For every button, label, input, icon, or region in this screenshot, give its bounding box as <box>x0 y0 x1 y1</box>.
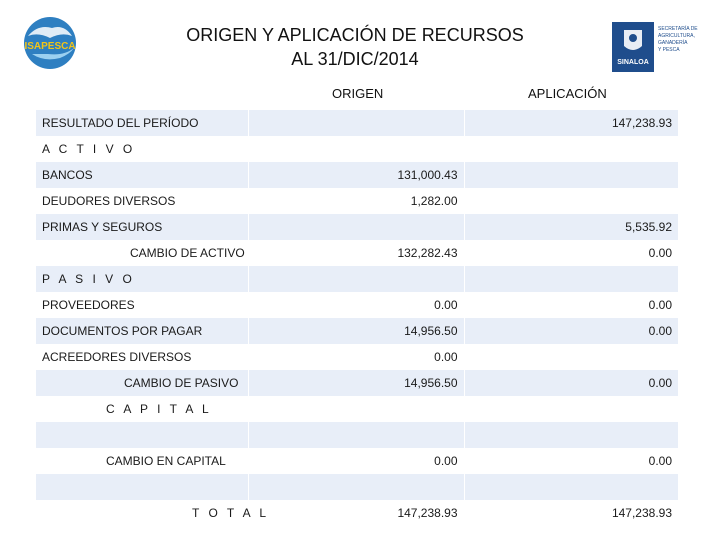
row-origen: 0.00 <box>248 448 464 474</box>
sinaloa-logo <box>612 22 708 72</box>
row-aplicacion: 0.00 <box>464 240 678 266</box>
svg-text:SINALOA: SINALOA <box>617 59 649 66</box>
row-origen <box>248 422 464 448</box>
column-header-origen: ORIGEN <box>332 86 384 101</box>
subtotal-label: CAMBIO EN CAPITAL <box>36 448 248 474</box>
row-label: BANCOS <box>36 162 248 188</box>
table-row <box>36 422 678 448</box>
subtotal-label: CAMBIO DE ACTIVO <box>36 240 248 266</box>
row-label: DOCUMENTOS POR PAGAR <box>36 318 248 344</box>
row-aplicacion: 0.00 <box>464 370 678 396</box>
section-label: A C T I V O <box>36 136 248 162</box>
isapesca-logo <box>18 14 82 72</box>
row-aplicacion <box>464 474 678 500</box>
row-origen: 131,000.43 <box>248 162 464 188</box>
table-row <box>36 448 678 474</box>
table-row <box>36 370 678 396</box>
row-origen: 132,282.43 <box>248 240 464 266</box>
table-row <box>36 500 678 526</box>
row-aplicacion: 0.00 <box>464 318 678 344</box>
total-label: T O T A L <box>36 500 248 526</box>
row-aplicacion <box>464 266 678 292</box>
row-origen <box>248 214 464 240</box>
table-row <box>36 474 678 500</box>
resources-table <box>36 110 678 526</box>
row-origen <box>248 110 464 136</box>
section-label: P A S I V O <box>36 266 248 292</box>
row-aplicacion <box>464 136 678 162</box>
total-aplicacion: 147,238.93 <box>464 500 678 526</box>
row-aplicacion <box>464 344 678 370</box>
row-aplicacion <box>464 396 678 422</box>
logo-line: Y PESCA <box>658 47 680 53</box>
row-label: ACREEDORES DIVERSOS <box>36 344 248 370</box>
logo-line: SECRETARÍA DE <box>658 26 698 32</box>
table-row <box>36 188 678 214</box>
row-aplicacion: 5,535.92 <box>464 214 678 240</box>
table-row <box>36 136 678 162</box>
logo-line: AGRICULTURA, <box>658 33 695 39</box>
page-subtitle: AL 31/DIC/2014 <box>291 49 419 69</box>
row-origen: 0.00 <box>248 344 464 370</box>
row-label: DEUDORES DIVERSOS <box>36 188 248 214</box>
section-label: C A P I T A L <box>36 396 248 422</box>
row-origen <box>248 266 464 292</box>
page-title: ORIGEN Y APLICACIÓN DE RECURSOS <box>186 25 524 45</box>
table-row <box>36 214 678 240</box>
row-label <box>36 422 248 448</box>
row-aplicacion: 0.00 <box>464 448 678 474</box>
row-label <box>36 474 248 500</box>
svg-text:ISAPESCA: ISAPESCA <box>24 41 76 52</box>
row-origen <box>248 474 464 500</box>
row-label: PRIMAS Y SEGUROS <box>36 214 248 240</box>
row-origen: 0.00 <box>248 292 464 318</box>
row-aplicacion <box>464 188 678 214</box>
row-label: PROVEEDORES <box>36 292 248 318</box>
row-aplicacion <box>464 162 678 188</box>
row-origen <box>248 136 464 162</box>
table-row <box>36 396 678 422</box>
table-row <box>36 240 678 266</box>
row-aplicacion: 147,238.93 <box>464 110 678 136</box>
row-aplicacion: 0.00 <box>464 292 678 318</box>
row-origen <box>248 396 464 422</box>
table-row <box>36 266 678 292</box>
table-row <box>36 162 678 188</box>
column-header-aplicacion: APLICACIÓN <box>528 86 607 101</box>
table-row <box>36 344 678 370</box>
row-origen: 1,282.00 <box>248 188 464 214</box>
logo-line: GANADERÍA <box>658 40 688 46</box>
table-row <box>36 318 678 344</box>
subtotal-label: CAMBIO DE PASIVO <box>36 370 248 396</box>
row-label: RESULTADO DEL PERÍODO <box>36 110 248 136</box>
table-row <box>36 110 678 136</box>
table-row <box>36 292 678 318</box>
row-origen: 14,956.50 <box>248 370 464 396</box>
row-origen: 14,956.50 <box>248 318 464 344</box>
row-aplicacion <box>464 422 678 448</box>
total-origen: 147,238.93 <box>248 500 464 526</box>
